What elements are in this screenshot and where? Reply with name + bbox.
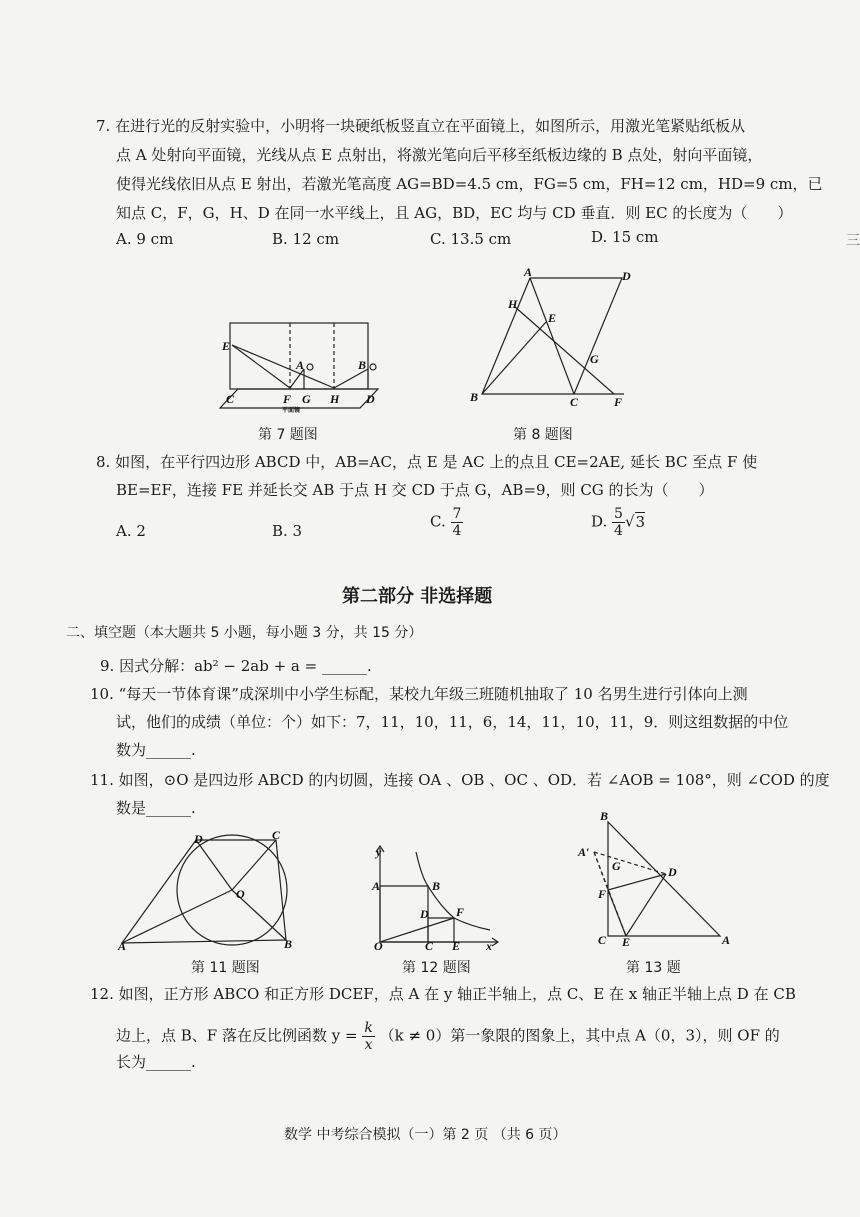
q12-line2-part2: （k ≠ 0）第一象限的图象上，其中点 A（0，3），则 OF 的: [379, 1026, 780, 1045]
fig11-label-A: A: [118, 939, 127, 953]
q9-text: 9. 因式分解：ab² − 2ab + a = ______.: [100, 657, 372, 675]
fig13-label-C: C: [598, 933, 607, 947]
q8-option-d-radicand: 3: [635, 512, 646, 531]
figure-q12: [370, 838, 505, 953]
q12-line2: [116, 1020, 780, 1053]
q8-option-d-denominator: 4: [614, 523, 623, 539]
fig8-label-A: A: [524, 265, 533, 279]
q12-line3: 长为______.: [116, 1053, 196, 1071]
fig12-label-C: C: [425, 939, 434, 953]
page-footer: 数学 中考综合模拟（一）第 2 页 （共 6 页）: [284, 1127, 567, 1143]
q12-fraction: [362, 1020, 374, 1053]
fig11-quadrilateral: [122, 840, 286, 943]
fig12-label-y: y: [376, 845, 382, 859]
fig7-label-A: A: [296, 358, 305, 372]
fig7-mirror-label: 平面镜: [282, 408, 301, 414]
q8-line1: 8. 如图，在平行四边形 ABCD 中，AB=AC，点 E 是 AC 上的点且 CE=2AE, 延长 BC 至点 F 使: [96, 453, 758, 471]
part2-title: 第二部分 非选择题: [342, 586, 493, 607]
figure-q7-caption: 第 7 题图: [258, 427, 318, 443]
fig12-label-E: E: [452, 939, 461, 953]
figure-q7: [210, 315, 380, 425]
fig8-label-C: C: [570, 395, 579, 409]
q8-option-c-label: C.: [430, 512, 446, 531]
fig7-label-B: B: [358, 358, 367, 372]
figure-q8-caption: 第 8 题图: [513, 427, 573, 443]
fig8-label-D: D: [622, 269, 631, 283]
fig12-label-F: F: [456, 905, 465, 919]
q8-option-c-fraction: [451, 506, 464, 539]
fig13-label-G: G: [612, 859, 621, 873]
fig12-label-A: A: [372, 879, 381, 893]
q7-option-a: A. 9 cm: [116, 230, 174, 248]
q10-line2: 试，他们的成绩（单位：个）如下：7，11，10，11，6，14，11，10，11，9．则这组数据的中位: [116, 713, 789, 731]
fig8-label-H: H: [508, 297, 518, 311]
figure-q11: [114, 828, 304, 953]
q7-line2: 点 A 处射向平面镜，光线从点 E 点射出，将激光笔向后平移至纸板边缘的 B 点处，射向平面镜，: [116, 146, 763, 164]
q7-line1: 7. 在进行光的反射实验中，小明将一块硬纸板竖直立在平面镜上，如图所示，用激光笔紧贴纸板从: [96, 117, 746, 135]
q10-line3: 数为______.: [116, 741, 196, 759]
fig12-label-B: B: [432, 879, 441, 893]
figure-q13-caption: 第 13 题: [626, 960, 681, 976]
fig12-label-x: x: [486, 939, 492, 953]
q8-line2: BE=EF，连接 FE 并延长交 AB 于点 H 交 CD 于点 G，AB=9，则 CG 的长为（ ）: [116, 481, 714, 499]
fig7-paper-board: [230, 323, 368, 389]
fig13-label-E: E: [622, 935, 631, 949]
figure-q12-caption: 第 12 题图: [402, 960, 471, 976]
q8-option-c: [430, 506, 463, 539]
q12-fraction-denominator: x: [364, 1037, 373, 1053]
fig13-label-B: B: [600, 809, 609, 823]
q7-option-d: D. 15 cm: [591, 228, 659, 246]
q8-option-b: B. 3: [272, 522, 303, 540]
fig7-label-G: G: [302, 392, 311, 406]
fig11-label-B: B: [284, 937, 293, 951]
fig11-label-O: O: [236, 887, 245, 901]
q8-option-d-label: D.: [591, 512, 608, 531]
q8-option-a: A. 2: [116, 522, 146, 540]
fig12-label-D: D: [420, 907, 429, 921]
figure-q8: [466, 265, 631, 409]
fig11-label-C: C: [272, 828, 281, 842]
q8-option-c-numerator: 7: [452, 506, 462, 522]
figure-q13: [578, 809, 731, 949]
section2-heading: 二、填空题（本大题共 5 小题，每小题 3 分，共 15 分）: [66, 625, 423, 641]
fig7-mirror-plane: [220, 389, 378, 408]
fig13-triangle: [608, 822, 720, 936]
figure-q11-caption: 第 11 题图: [191, 960, 260, 976]
fig8-label-E: E: [548, 311, 557, 325]
q8-option-d-numerator: 5: [614, 506, 623, 522]
q11-line1: 11. 如图，⊙O 是四边形 ABCD 的内切圆，连接 OA 、OB 、OC 、OD．若 ∠AOB = 108°，则 ∠COD 的度: [90, 771, 830, 789]
q8-option-d: D. $\frac{5}{4}$ √3: [591, 506, 646, 539]
fig11-label-D: D: [194, 832, 203, 846]
fig13-label-A-prime: A′: [578, 845, 590, 859]
fig7-label-E: E: [222, 339, 231, 353]
fig8-label-F: F: [614, 395, 623, 409]
fig8-label-B: B: [470, 390, 479, 404]
q11-line2: 数是______.: [116, 799, 196, 817]
q7-option-c: C. 13.5 cm: [430, 230, 512, 248]
fig7-label-D: D: [366, 392, 375, 406]
q7-line3: 使得光线依旧从点 E 射出，若激光笔高度 AG=BD=4.5 cm，FG=5 cm，FH=12 cm，HD=9 cm，已: [116, 175, 823, 193]
fig13-label-F: F: [598, 887, 607, 901]
q7-option-b: B. 12 cm: [272, 230, 340, 248]
fig7-label-H: H: [330, 392, 340, 406]
fig13-label-A: A: [722, 933, 731, 947]
side-margin-mark: 三: [846, 233, 860, 249]
q12-fraction-numerator: k: [364, 1020, 373, 1036]
q12-line1: 12. 如图，正方形 ABCO 和正方形 DCEF，点 A 在 y 轴正半轴上，点 C、E 在 x 轴正半轴上点 D 在 CB: [90, 985, 796, 1003]
q10-line1: 10. “每天一节体育课”成深圳中小学生标配，某校九年级三班随机抽取了 10 名男生进行引体向上测: [90, 685, 748, 703]
fig13-label-D: D: [668, 865, 677, 879]
q12-line2-part1: 边上，点 B、F 落在反比例函数 y =: [116, 1026, 358, 1045]
q8-option-c-denominator: 4: [452, 523, 462, 539]
q8-option-d-fraction: [612, 506, 625, 539]
fig8-label-G: G: [590, 352, 599, 366]
fig7-label-F: F: [283, 392, 292, 406]
q7-line4: 知点 C，F，G，H、D 在同一水平线上，且 AG，BD，EC 均与 CD 垂直．则 EC 的长度为（ ）: [116, 204, 793, 222]
fig7-label-C: C: [226, 392, 235, 406]
fig12-label-O: O: [374, 939, 383, 953]
